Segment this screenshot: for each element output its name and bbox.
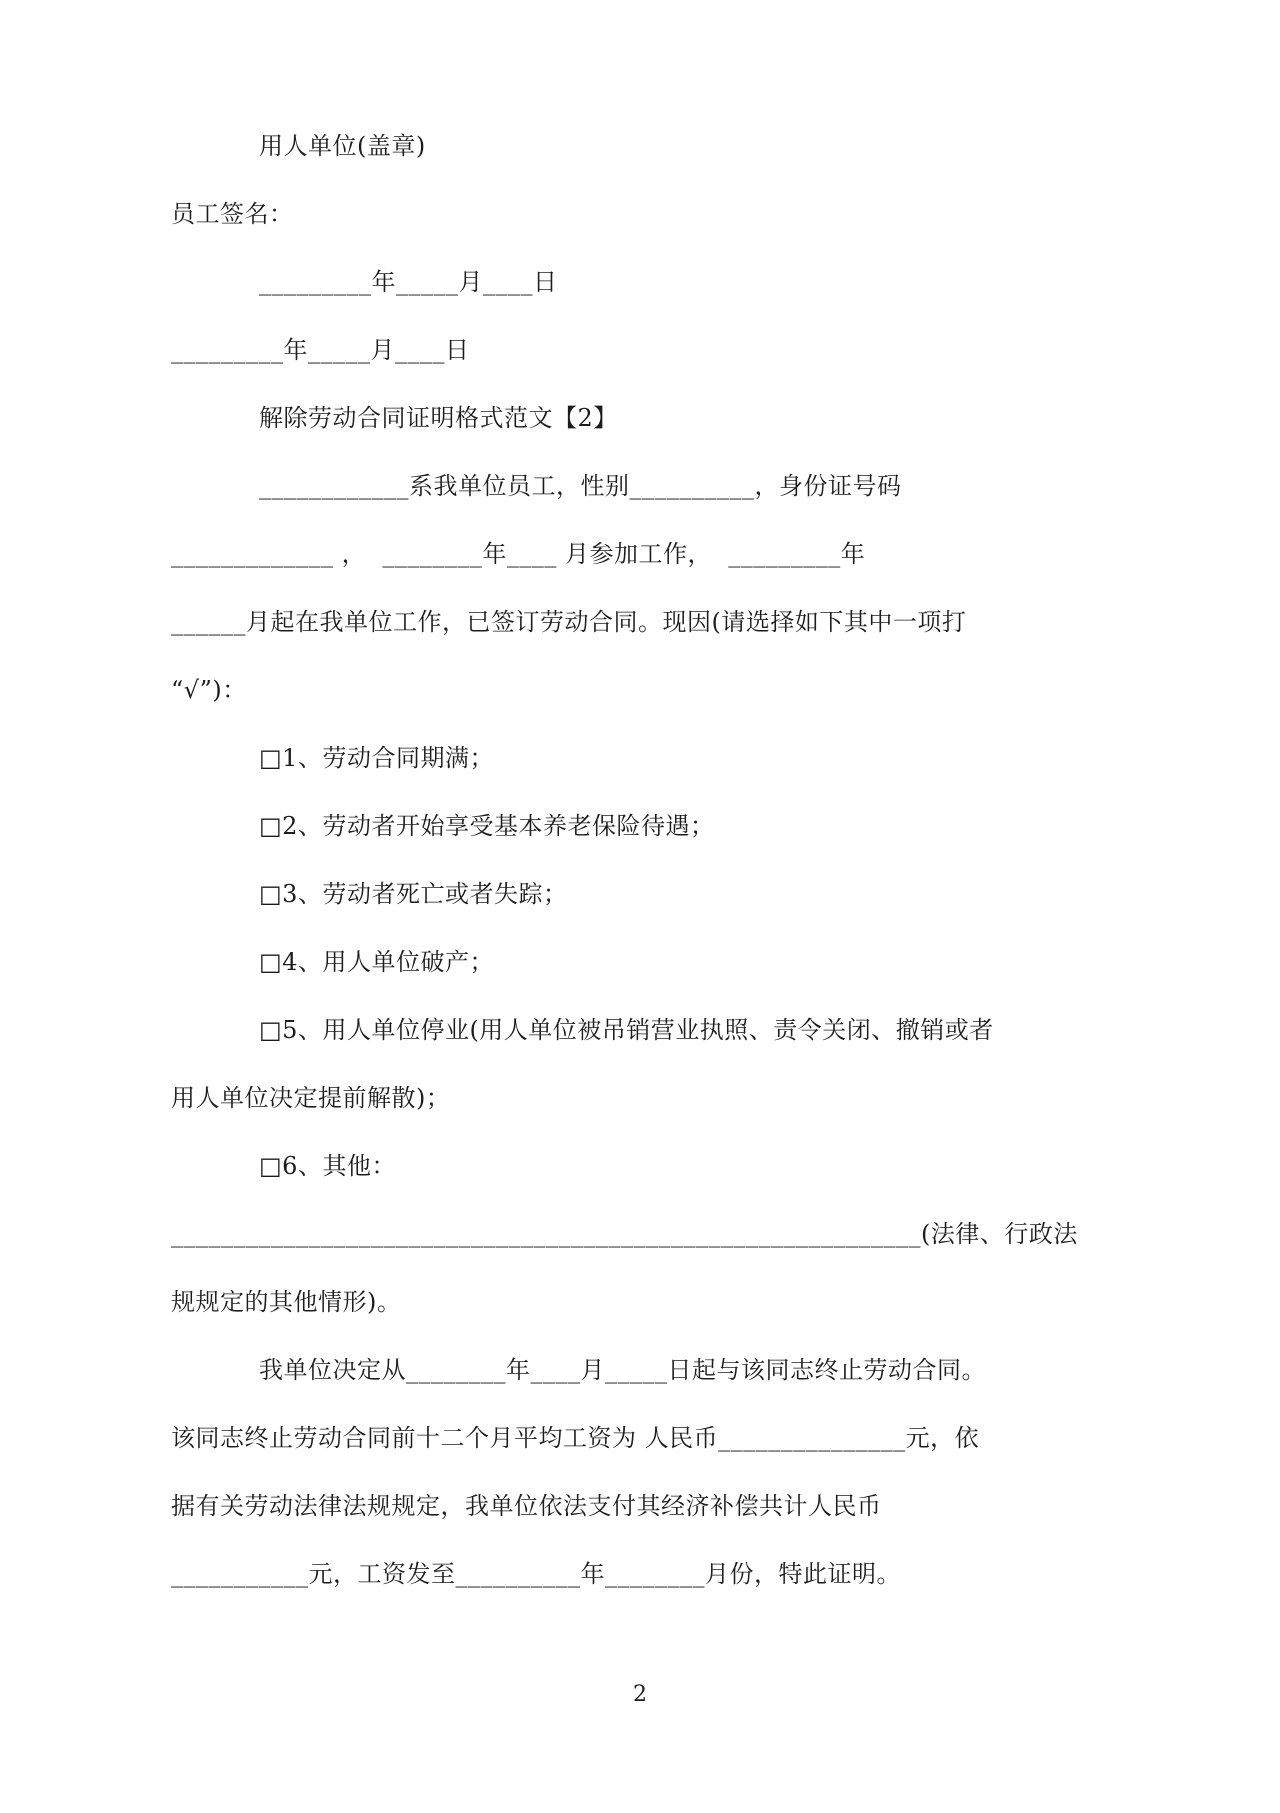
closing-paragraph [171,1336,1131,1608]
checklist-item-6: □6、其他： [259,1152,396,1180]
salary-line-1: 该同志终止劳动合同前十二个月平均工资为 人民币_______________元，依 [171,1424,980,1452]
salary-line-3: ___________元，工资发至__________年________月份，特此证明。 [171,1560,901,1588]
other-reason-blank-line-1: ____________________________________________________________(法律、行政法 [171,1220,1078,1248]
checklist-item-1: □1、劳动合同期满； [259,744,494,772]
date-line-1: _________年_____月____日 [259,268,558,296]
page-number: 2 [633,1682,647,1707]
checklist-item-5-line-2: 用人单位决定提前解散)； [171,1084,451,1112]
checkmark-instruction-line: “√”)： [171,676,247,704]
checklist-item-3: □3、劳动者死亡或者失踪； [259,880,568,908]
checklist-item-5-line-1: □5、用人单位停业(用人单位被吊销营业执照、责令关闭、撤销或者 [259,1016,994,1044]
checklist-item-2: □2、劳动者开始享受基本养老保险待遇； [259,812,715,840]
intro-line-3: ______月起在我单位工作，已签订劳动合同。现因(请选择如下其中一项打 [171,608,967,636]
date-line-2: _________年_____月____日 [171,336,470,364]
termination-decision-line: 我单位决定从________年____月_____日起与该同志终止劳动合同。 [259,1356,986,1384]
checklist-item-4: □4、用人单位破产； [259,948,494,976]
employer-seal-line: 用人单位(盖章) [259,132,426,160]
checklist [171,724,1131,1200]
section-title: 解除劳动合同证明格式范文【2】 [259,404,618,432]
other-reason-blank [171,1200,1131,1336]
salary-line-2: 据有关劳动法律法规规定，我单位依法支付其经济补偿共计人民币 [171,1492,882,1520]
intro-line-1: ____________系我单位员工，性别__________，身份证号码 [259,472,902,500]
document-body [171,112,1131,1608]
other-reason-blank-line-2: 规规定的其他情形)。 [171,1288,402,1316]
intro-line-2: _____________ ， ________年____ 月参加工作， _________年 [171,540,866,568]
intro-paragraph [171,452,1131,724]
signature-block [171,112,1131,384]
employee-signature-line: 员工签名： [171,200,294,228]
